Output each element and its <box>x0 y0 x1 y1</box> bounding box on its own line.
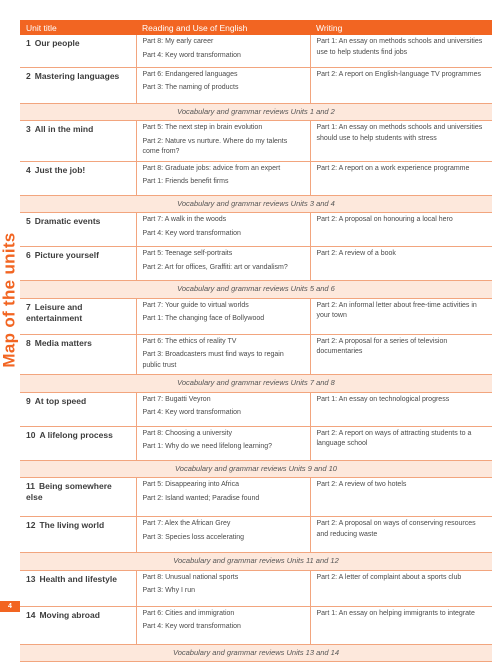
unit-number: 13 <box>26 573 36 584</box>
header-reading: Reading and Use of English <box>136 20 310 35</box>
unit-title: A lifelong process <box>39 429 113 440</box>
review-text: Vocabulary and grammar reviews Units 7 and 8 <box>20 375 492 393</box>
unit-row <box>20 334 492 375</box>
review-row <box>20 553 492 571</box>
writing-cell: Part 1: An essay on methods schools and universities use to help students find jobs <box>310 35 492 67</box>
reading-part: Part 8: Unusual national sports <box>142 573 239 581</box>
writing-cell: Part 1: An essay on helping immigrants to integrate <box>310 606 492 644</box>
reading-cell <box>136 121 310 162</box>
writing-cell: Part 2: An informal letter about free-time activities in your town <box>310 298 492 334</box>
writing-cell: Part 2: A report on a work experience programme <box>310 161 492 195</box>
reading-part: Part 5: Teenage self-portraits <box>142 250 233 257</box>
unit-title: Being somewhere else <box>26 481 112 502</box>
reading-part: Part 2: Art for offices, Graffiti: art or vandalism? <box>142 263 288 271</box>
unit-title: The living world <box>39 520 105 530</box>
reading-part: Part 7: Your guide to virtual worlds <box>142 301 249 309</box>
reading-part: Part 7: Alex the African Grey <box>142 520 231 527</box>
review-row <box>20 195 492 213</box>
writing-cell: Part 2: A review of a book <box>310 247 492 281</box>
unit-title: Media matters <box>34 337 92 348</box>
reading-part: Part 8: Graduate jobs: advice from an expert <box>142 164 281 172</box>
unit-number: 10 <box>26 429 36 440</box>
unit-row <box>20 35 492 67</box>
review-row <box>20 375 492 393</box>
unit-row <box>20 298 492 334</box>
writing-cell: Part 1: An essay on methods schools and universities should use to help students with stress <box>310 121 492 162</box>
reading-part: Part 6: Endangered languages <box>142 70 238 78</box>
reading-part: Part 7: A walk in the woods <box>142 216 227 223</box>
reading-part: Part 3: Why I run <box>142 587 196 594</box>
side-title <box>0 215 19 385</box>
writing-cell: Part 2: A report on English-language TV programmes <box>310 67 492 103</box>
unit-number: 9 <box>26 395 31 406</box>
unit-number: 4 <box>26 164 31 175</box>
header-unit-title: Unit title <box>20 20 136 35</box>
reading-cell <box>136 426 310 460</box>
unit-title-cell <box>20 161 136 195</box>
review-row <box>20 103 492 121</box>
reading-part: Part 1: Friends benefit firms <box>142 178 229 185</box>
unit-row <box>20 121 492 162</box>
unit-title-cell <box>20 517 136 553</box>
unit-title: Mastering languages <box>34 70 120 81</box>
units-map-table-wrap <box>20 20 492 662</box>
unit-number: 1 <box>26 38 31 48</box>
reading-part: Part 8: My early career <box>142 38 214 45</box>
page-number: 4 <box>0 601 20 612</box>
unit-row <box>20 247 492 281</box>
review-text: Vocabulary and grammar reviews Units 11 and 12 <box>20 553 492 571</box>
reading-cell <box>136 247 310 281</box>
unit-row <box>20 517 492 553</box>
unit-number: 11 <box>26 481 35 491</box>
reading-part: Part 8: Choosing a university <box>142 429 232 437</box>
review-text: Vocabulary and grammar reviews Units 9 and 10 <box>20 460 492 478</box>
unit-number: 3 <box>26 124 31 134</box>
reading-part: Part 3: Broadcasters must find ways to regain public trust <box>142 351 284 369</box>
unit-title: Dramatic events <box>34 216 101 226</box>
side-title-text: Map of the units <box>0 232 19 368</box>
unit-number: 6 <box>26 250 31 260</box>
reading-part: Part 4: Key word transformation <box>142 229 241 237</box>
unit-title: Our people <box>34 38 80 48</box>
unit-title-cell <box>20 298 136 334</box>
reading-part: Part 2: Island wanted; Paradise found <box>142 494 260 502</box>
writing-cell: Part 2: A report on ways of attracting students to a language school <box>310 426 492 460</box>
unit-title: Leisure and entertainment <box>26 301 83 323</box>
writing-cell: Part 2: A review of two hotels <box>310 478 492 517</box>
unit-title: All in the mind <box>34 124 94 134</box>
writing-cell: Part 2: A proposal on honouring a local hero <box>310 213 492 247</box>
reading-part: Part 4: Key word transformation <box>142 623 241 630</box>
unit-row <box>20 67 492 103</box>
unit-row <box>20 392 492 426</box>
reading-cell <box>136 478 310 517</box>
review-text: Vocabulary and grammar reviews Units 13 and 14 <box>20 644 492 662</box>
reading-cell <box>136 67 310 103</box>
unit-number: 14 <box>26 609 36 620</box>
reading-cell <box>136 570 310 606</box>
reading-cell <box>136 298 310 334</box>
reading-part: Part 6: Cities and immigration <box>142 609 235 617</box>
review-row <box>20 644 492 662</box>
unit-number: 5 <box>26 216 31 226</box>
reading-part: Part 4: Key word transformation <box>142 51 241 59</box>
review-row <box>20 460 492 478</box>
writing-cell: Part 2: A proposal for a series of television documentaries <box>310 334 492 375</box>
writing-cell: Part 1: An essay on technological progress <box>310 392 492 426</box>
units-map-table <box>20 20 492 662</box>
review-text: Vocabulary and grammar reviews Units 3 and 4 <box>20 195 492 213</box>
unit-title-cell <box>20 570 136 606</box>
unit-title-cell <box>20 247 136 281</box>
unit-number: 2 <box>26 70 31 81</box>
review-text: Vocabulary and grammar reviews Units 1 and 2 <box>20 103 492 121</box>
unit-title-cell <box>20 67 136 103</box>
reading-part: Part 7: Bugatti Veyron <box>142 395 211 403</box>
unit-number: 7 <box>26 301 31 312</box>
unit-title-cell <box>20 35 136 67</box>
unit-row <box>20 606 492 644</box>
reading-part: Part 6: The ethics of reality TV <box>142 337 237 345</box>
table-header-row <box>20 20 492 35</box>
reading-part: Part 3: The naming of products <box>142 84 239 91</box>
reading-part: Part 5: The next step in brain evolution <box>142 124 263 131</box>
unit-title: Health and lifestyle <box>39 573 117 584</box>
unit-title-cell <box>20 426 136 460</box>
writing-cell: Part 2: A proposal on ways of conserving resources and reducing waste <box>310 517 492 553</box>
writing-cell: Part 2: A letter of complaint about a sports club <box>310 570 492 606</box>
unit-row <box>20 570 492 606</box>
unit-title-cell <box>20 392 136 426</box>
reading-cell <box>136 392 310 426</box>
unit-title: Just the job! <box>34 164 86 175</box>
reading-part: Part 1: The changing face of Bollywood <box>142 315 265 322</box>
unit-title-cell <box>20 121 136 162</box>
unit-title-cell <box>20 606 136 644</box>
review-text: Vocabulary and grammar reviews Units 5 and 6 <box>20 281 492 299</box>
reading-part: Part 2: Nature vs nurture. Where do my talents come from? <box>142 137 288 155</box>
review-row <box>20 281 492 299</box>
unit-row <box>20 213 492 247</box>
reading-cell <box>136 606 310 644</box>
reading-part: Part 4: Key word transformation <box>142 409 241 416</box>
table-body <box>20 35 492 662</box>
reading-part: Part 1: Why do we need lifelong learning? <box>142 443 273 450</box>
unit-title: Moving abroad <box>39 609 100 620</box>
unit-title-cell <box>20 478 136 517</box>
unit-row <box>20 478 492 517</box>
unit-title: Picture yourself <box>34 250 99 260</box>
reading-part: Part 3: Species loss accelerating <box>142 533 245 541</box>
reading-cell <box>136 213 310 247</box>
reading-cell <box>136 161 310 195</box>
unit-title: At top speed <box>34 395 87 406</box>
header-writing: Writing <box>310 20 492 35</box>
unit-row <box>20 426 492 460</box>
unit-title-cell <box>20 334 136 375</box>
reading-cell <box>136 517 310 553</box>
unit-row <box>20 161 492 195</box>
reading-part: Part 5: Disappearing into Africa <box>142 481 239 488</box>
reading-cell <box>136 334 310 375</box>
unit-number: 8 <box>26 337 31 348</box>
reading-cell <box>136 35 310 67</box>
unit-title-cell <box>20 213 136 247</box>
unit-number: 12 <box>26 520 36 530</box>
